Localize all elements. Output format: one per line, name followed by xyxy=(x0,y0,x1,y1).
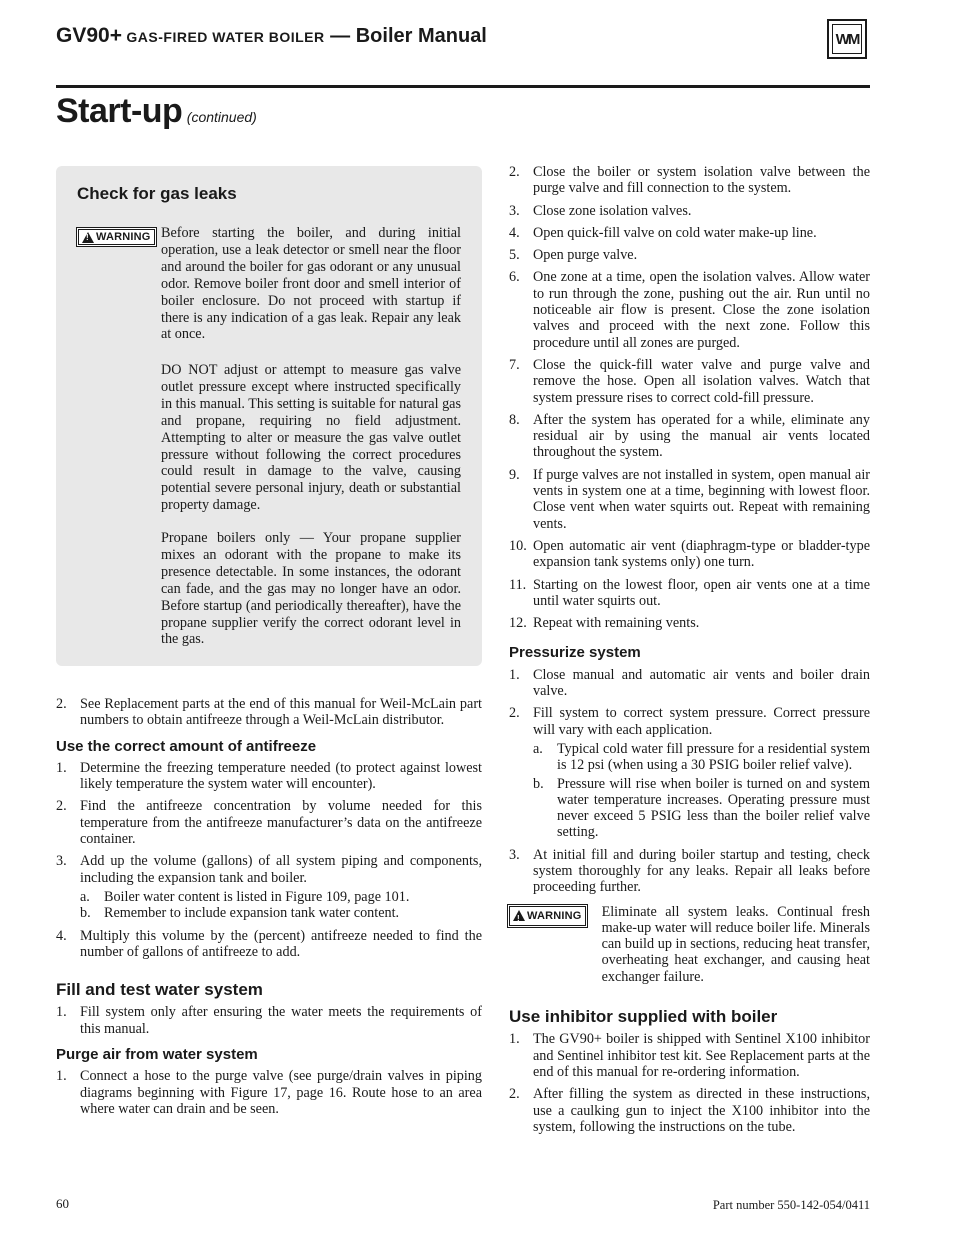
item-number: 2. xyxy=(509,164,520,180)
antifreeze-heading: Use the correct amount of antifreeze xyxy=(56,737,317,755)
item-number: 2. xyxy=(56,798,67,815)
item-text: One zone at a time, open the isolation valves. Allow water to run through the zone, pushing out the air. Run until no noticeable air flow is present. Close the zone isolation valves and proceed with the next zone. Follow this procedure until all zones are purged. xyxy=(533,269,870,351)
item-number: 3. xyxy=(509,846,520,863)
product-subtitle: GAS-FIRED WATER BOILER xyxy=(126,29,325,45)
inhibitor-heading: Use inhibitor supplied with boiler xyxy=(509,1007,778,1027)
item-text: If purge valves are not installed in system, open manual air vents in system one at a time, beginning with lowest floor. Close vent when water squirts out. Repeat with remaining vents. xyxy=(533,466,870,532)
item-text: Find the antifreeze concentration by volume needed for this temperature from the antifreeze manufacturer’s data on the antifreeze container. xyxy=(80,798,482,848)
item-number: 1. xyxy=(509,666,520,683)
gas-valve-paragraph: DO NOT adjust or attempt to measure gas valve outlet pressure except where instructed specifically in this manual. This setting is suitable for natural gas and propane, requiring no field adjustment. Attempting to alter or measure the gas valve outlet pressure without following the correct procedures could result in damage to the valve, causing potential severe personal injury, death or substantial property damage. xyxy=(161,362,461,514)
antifreeze-sublist xyxy=(80,889,482,922)
list-item xyxy=(509,847,870,896)
item-number: 6. xyxy=(509,269,520,286)
list-item xyxy=(509,1086,870,1135)
item-text: The GV90+ boiler is shipped with Sentinel X100 inhibitor and Sentinel inhibitor test kit. See Replacement parts at the end of this manual for re-ordering information. xyxy=(533,1031,870,1080)
list-item xyxy=(509,247,870,263)
item-text: Close zone isolation valves. xyxy=(533,202,692,219)
antifreeze-list xyxy=(56,760,482,960)
warning-label xyxy=(78,229,155,245)
item-text: At initial fill and during boiler startup and testing, check system thoroughly for any leaks. Repair all leaks before proceeding further. xyxy=(533,846,870,896)
list-item xyxy=(56,928,482,961)
item-number: 1. xyxy=(56,1004,67,1021)
warning-icon xyxy=(513,910,525,921)
list-item xyxy=(509,203,870,219)
item-text: Connect a hose to the purge valve (see purge/drain valves in piping diagrams beginning with Figure 17, page 16. Route hose to an area where water can drain and be seen. xyxy=(80,1068,482,1117)
item-number: 1. xyxy=(509,1031,520,1048)
item-number: 10. xyxy=(509,537,527,554)
header-rule xyxy=(56,85,870,88)
leak-warning xyxy=(509,904,870,985)
propane-paragraph: Propane boilers only — Your propane supplier mixes an odorant with the propane to make its presence detectable. In some instances, the odorant can fade, and the gas may no longer have an odor. Before startup (and periodically thereafter), have the propane supplier verify the correct odorant level in the gas. xyxy=(161,530,461,648)
sub-letter: b. xyxy=(80,905,91,922)
pressurize-list xyxy=(509,667,870,896)
list-item xyxy=(509,615,870,631)
item-text: After filling the system as directed in these instructions, use a caulking gun to inject the X100 inhibitor into the system, following the instructions on the tube. xyxy=(533,1086,870,1135)
item-number: 4. xyxy=(56,927,67,944)
warning-icon xyxy=(82,232,94,243)
continued-label: (continued) xyxy=(186,109,257,125)
warning-badge xyxy=(78,229,155,248)
gas-leak-paragraph: Before starting the boiler, and during initial operation, use a leak detector or smell near the floor and around the boiler for gas odorant or any unusual odor. Remove boiler front door and smell interior of boiler enclosure. Do not proceed with startup if there is any indication of a gas leak. Repair any leak at once. xyxy=(161,225,461,343)
model-name: GV90+ xyxy=(56,24,122,47)
item-number: 1. xyxy=(56,1068,67,1085)
fill-heading: Fill and test water system xyxy=(56,980,263,1000)
page-title: Start-up xyxy=(56,92,183,130)
item-text: Starting on the lowest floor, open air vents one at a time until water squirts out. xyxy=(533,576,870,609)
list-item xyxy=(509,412,870,461)
pressurize-heading: Pressurize system xyxy=(509,644,641,662)
list-item xyxy=(509,269,870,350)
pressurize-sublist xyxy=(533,741,870,841)
item-text: Close the quick-fill water valve and purge valve and remove the hose. Open all isolation valves. Watch that system pressure rises to correct cold-fill pressure. xyxy=(533,356,870,406)
brand-logo xyxy=(827,19,867,59)
item-text: Close manual and automatic air vents and boiler drain valve. xyxy=(533,666,870,700)
item-number: 7. xyxy=(509,356,520,373)
fill-list xyxy=(56,1004,482,1037)
item-text: Fill system to correct system pressure. Correct pressure will vary with each application. xyxy=(533,705,870,738)
left-column xyxy=(56,696,482,1123)
list-item xyxy=(509,538,870,571)
purge-list-continued xyxy=(509,164,870,631)
list-item xyxy=(509,164,870,197)
list-item xyxy=(56,853,482,921)
warning-text: WARNING xyxy=(527,909,582,922)
sub-letter: a. xyxy=(80,888,90,905)
warning-label xyxy=(509,906,586,926)
list-item xyxy=(56,1004,482,1037)
item-number: 8. xyxy=(509,411,520,428)
item-text: After the system has operated for a while, eliminate any residual air by using the manual air vents located throughout the system. xyxy=(533,411,870,461)
warning-text: WARNING xyxy=(96,231,151,243)
sub-text: Pressure will rise when boiler is turned on and system water temperature increases. Operating pressure must never exceed 5 PSIG less than the boiler relief valve setting. xyxy=(557,775,870,841)
item-text: Open purge valve. xyxy=(533,247,638,264)
list-item xyxy=(509,577,870,610)
page-number: 60 xyxy=(56,1196,69,1211)
inhibitor-list xyxy=(509,1031,870,1135)
part-number: Part number 550-142-054/0411 xyxy=(712,1198,870,1212)
item-number: 9. xyxy=(509,466,520,483)
leak-warning-text: Eliminate all system leaks. Continual fresh make-up water will reduce boiler life. Minerals can build up in sections, reducing heat transfer, overheating heat exchanger, and causing heat exchanger failure. xyxy=(601,903,870,985)
sublist-item xyxy=(80,905,482,921)
item-number: 12. xyxy=(509,615,527,632)
header-title xyxy=(56,24,487,48)
list-item xyxy=(509,667,870,700)
sub-text: Boiler water content is listed in Figure 109, page 101. xyxy=(104,888,410,905)
item-text: Close the boiler or system isolation valve between the purge valve and fill connection to the system. xyxy=(533,164,870,197)
item-number: 2. xyxy=(509,1086,520,1103)
purge-heading: Purge air from water system xyxy=(56,1046,258,1064)
sub-letter: a. xyxy=(533,740,543,757)
sublist-item xyxy=(80,889,482,905)
item-text: Open automatic air vent (diaphragm-type or bladder-type expansion tank systems only) one turn. xyxy=(533,537,870,571)
item-text: Fill system only after ensuring the water meets the requirements of this manual. xyxy=(80,1004,482,1037)
sub-letter: b. xyxy=(533,775,544,792)
item-text: Open quick-fill valve on cold water make-up line. xyxy=(533,224,817,241)
gas-leak-box xyxy=(56,166,482,666)
sub-text: Typical cold water fill pressure for a residential system is 12 psi (when using a 30 PSIG boiler relief valve). xyxy=(557,740,870,774)
item-number: 4. xyxy=(509,224,520,241)
purge-list-start xyxy=(56,1068,482,1117)
gas-leak-heading: Check for gas leaks xyxy=(77,184,237,203)
dash: — xyxy=(324,25,356,47)
list-item xyxy=(509,1031,870,1080)
item-number: 11. xyxy=(509,576,527,593)
logo-mark: WM xyxy=(832,24,862,54)
list-item xyxy=(56,760,482,793)
sublist-item xyxy=(533,776,870,841)
list-item xyxy=(509,357,870,406)
list-item xyxy=(56,1068,482,1117)
item-number: 3. xyxy=(509,202,520,219)
item-text: Add up the volume (gallons) of all system piping and components, including the expansion tank and boiler. xyxy=(80,853,482,886)
item-number: 5. xyxy=(509,247,520,264)
item-number: 1. xyxy=(56,759,67,776)
list-item xyxy=(56,696,482,729)
list-item xyxy=(509,467,870,532)
right-column xyxy=(509,164,870,1141)
section-title xyxy=(56,92,257,131)
item-text: Determine the freezing temperature needed (to protect against lowest likely temperature the system water will encounter). xyxy=(80,759,482,793)
item-number: 3. xyxy=(56,853,67,870)
sublist-item xyxy=(533,741,870,774)
list-item xyxy=(56,798,482,847)
item-number: 2. xyxy=(56,696,67,712)
sub-text: Remember to include expansion tank water content. xyxy=(104,905,400,922)
item-text: Repeat with remaining vents. xyxy=(533,615,700,632)
item-text: See Replacement parts at the end of this manual for Weil-McLain part numbers to obtain antifreeze through a Weil-McLain distributor. xyxy=(80,696,482,729)
item-text: Multiply this volume by the (percent) antifreeze needed to find the number of gallons of antifreeze to add. xyxy=(80,927,482,960)
manual-title: Boiler Manual xyxy=(355,25,487,47)
list-item xyxy=(509,225,870,241)
antifreeze-intro-list xyxy=(56,696,482,729)
list-item xyxy=(509,705,870,840)
warning-badge xyxy=(509,904,586,985)
item-number: 2. xyxy=(509,705,520,722)
